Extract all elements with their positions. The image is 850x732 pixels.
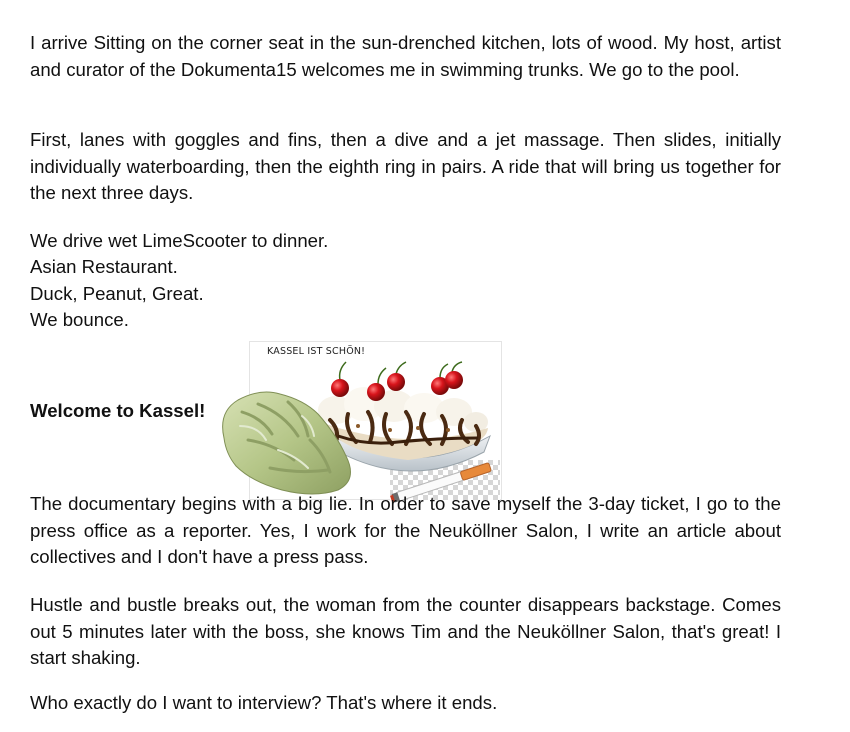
paragraph-arrival: I arrive Sitting on the corner seat in the sun-drenched kitchen, lots of wood. My host, artist and curator of the Dokumenta15 welcomes me in swimming trunks. We go to the pool. <box>30 32 781 80</box>
paragraph-documentary: The documentary begins with a big lie. In order to save myself the 3-day ticket, I go to the press office as a reporter. Yes, I work for the Neuköllner Salon, I write an article about collectives and I don't have a press pass. <box>30 493 781 567</box>
dinner-line: We bounce. <box>30 309 129 330</box>
dinner-line: Asian Restaurant. <box>30 256 178 277</box>
paragraph-hustle: Hustle and bustle breaks out, the woman from the counter disappears backstage. Comes out 5 minutes later with the boss, she knows Tim and the Neuköllner Salon, that's great! I start shaking. <box>30 594 781 668</box>
paragraph-interview: Who exactly do I want to interview? That's where it ends. <box>30 692 498 713</box>
collage-illustration <box>218 340 508 510</box>
paragraph-pool: First, lanes with goggles and fins, then a dive and a jet massage. Then slides, initially individually waterboarding, then the eighth ring in pairs. A ride that will bring us together for the next three days. <box>30 129 781 203</box>
kassel-collage-image <box>218 340 508 510</box>
welcome-heading: Welcome to Kassel! <box>30 400 206 421</box>
collage-caption: KASSEL IST SCHÖN! <box>267 346 366 357</box>
dinner-line: We drive wet LimeScooter to dinner. <box>30 230 329 251</box>
dinner-line: Duck, Peanut, Great. <box>30 283 204 304</box>
